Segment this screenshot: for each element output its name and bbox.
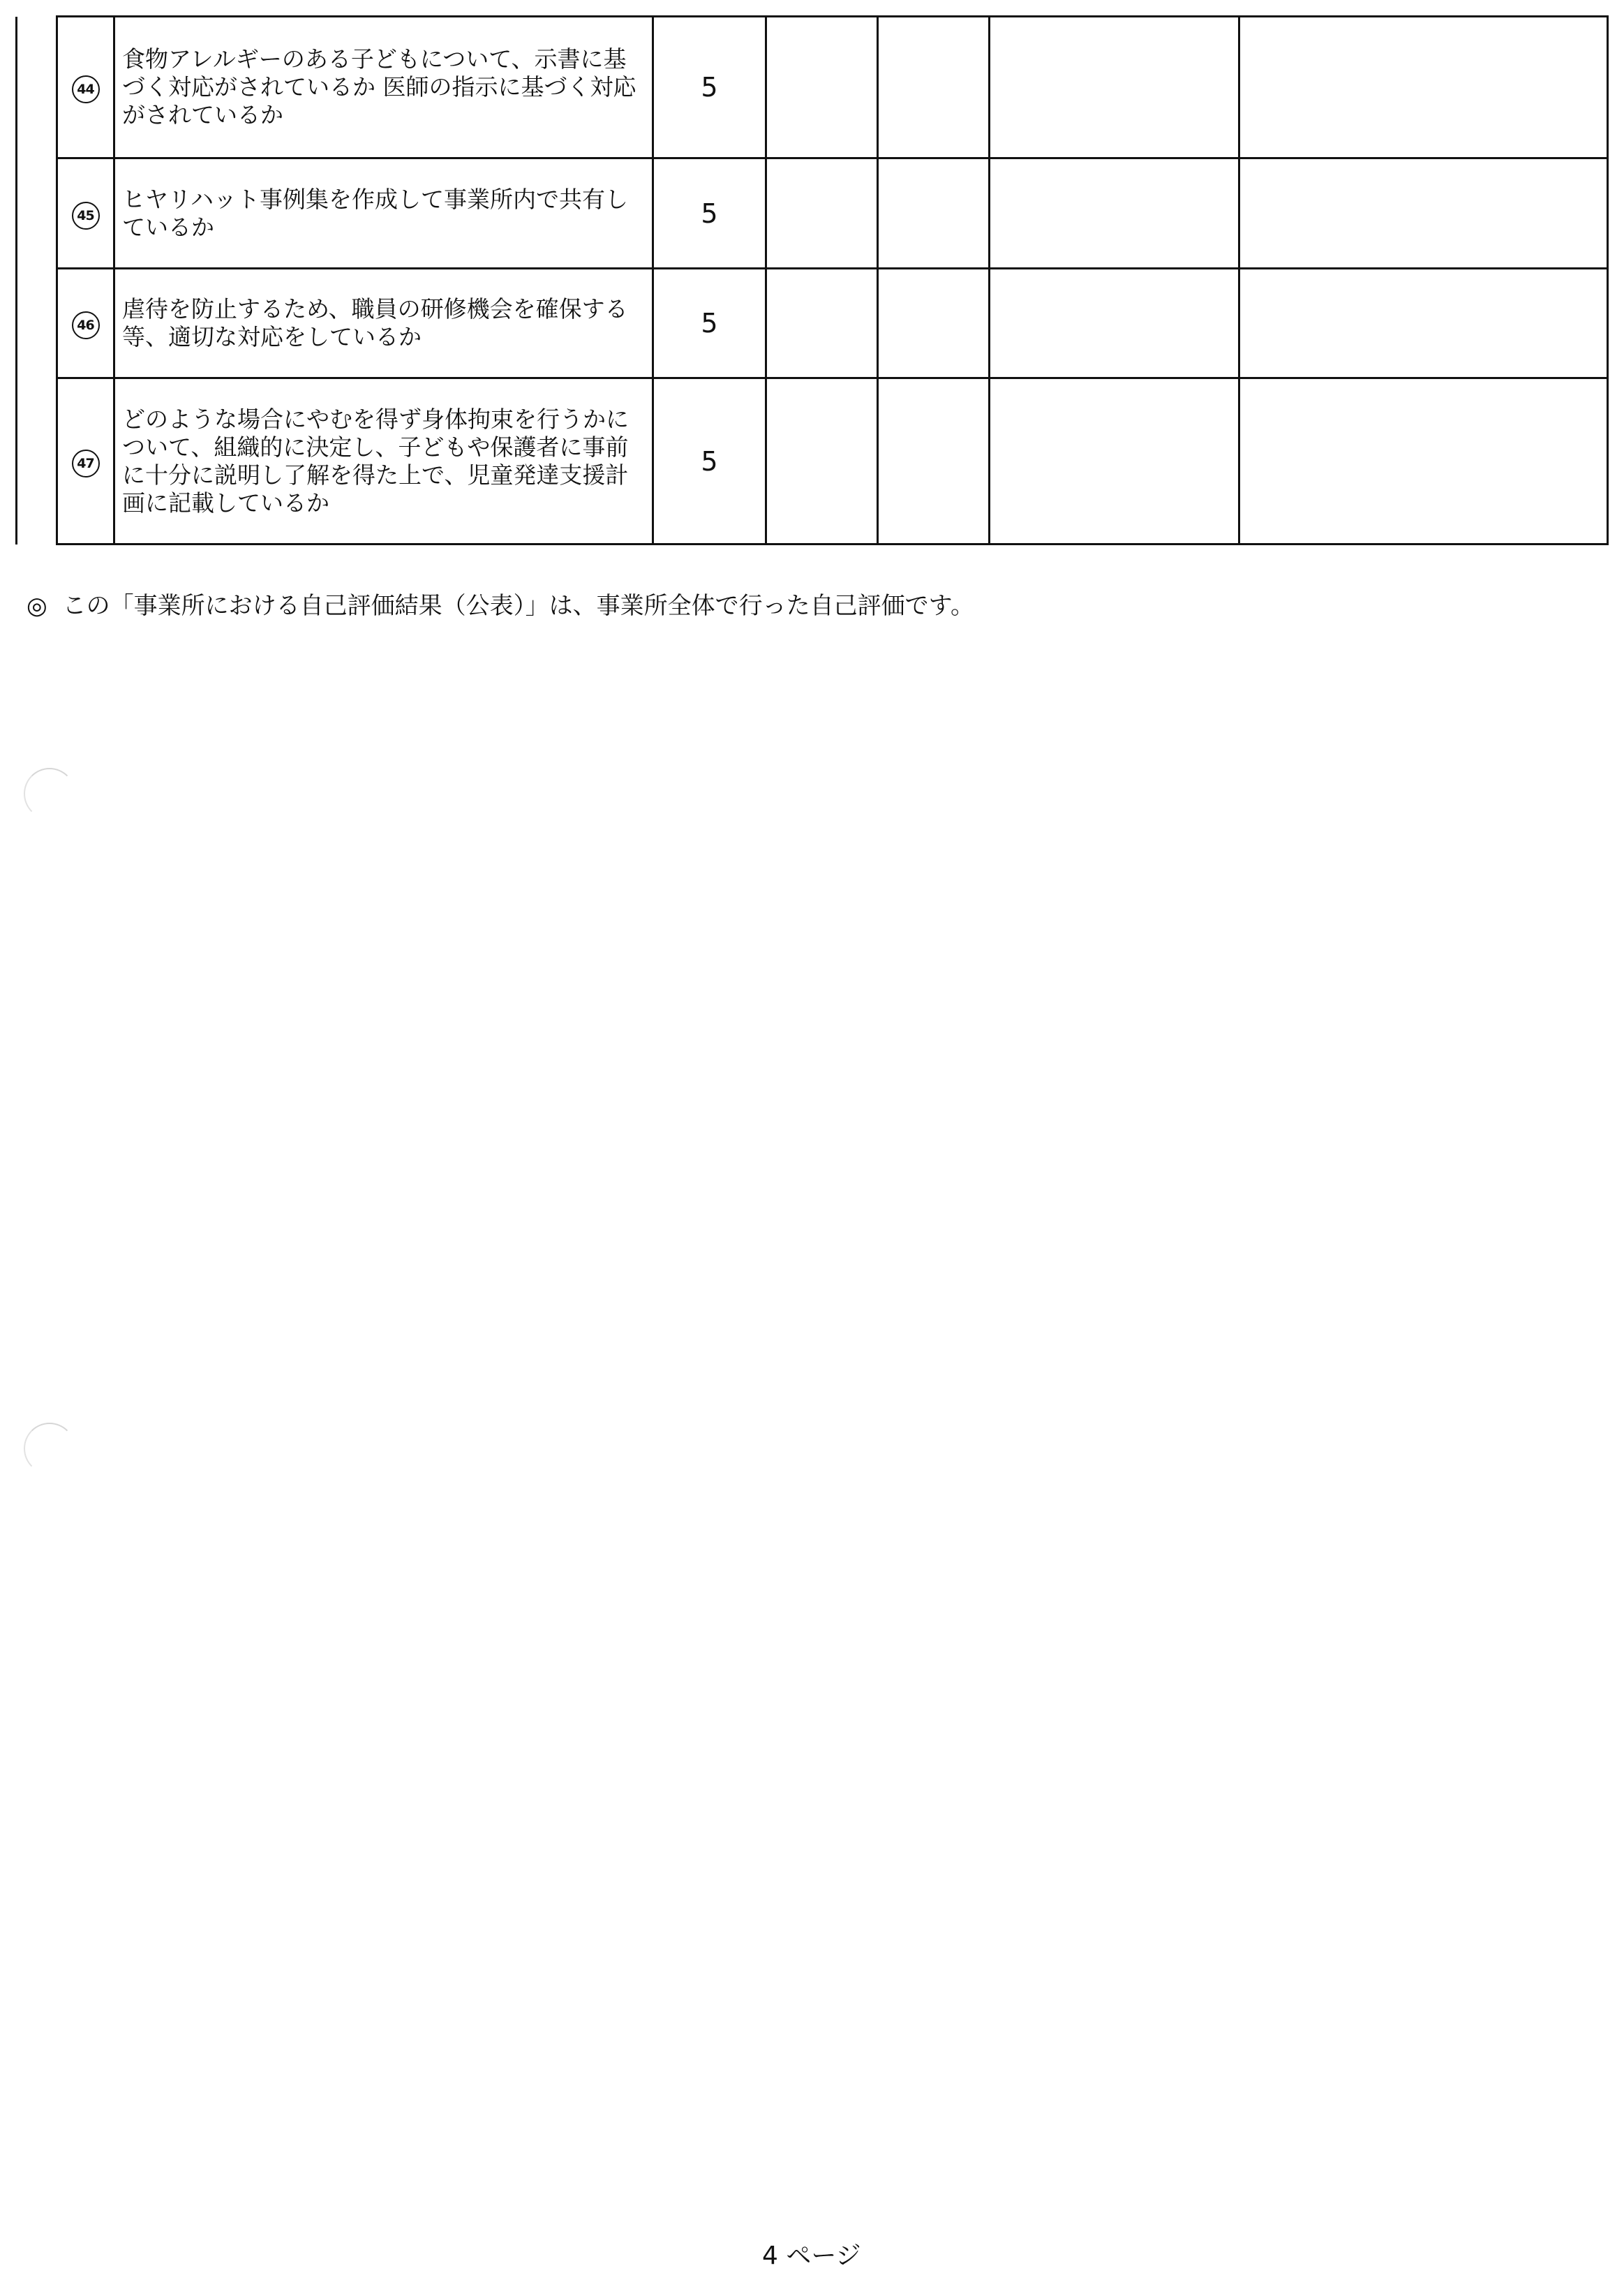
punch-hole-mark: [24, 768, 75, 820]
empty-cell: [990, 158, 1239, 269]
item-number-cell: [57, 158, 114, 269]
empty-cell: [878, 378, 990, 544]
item-number-cell: [57, 378, 114, 544]
empty-cell: [990, 17, 1239, 158]
table-row: [17, 269, 1608, 378]
punch-hole-mark: [24, 1423, 75, 1474]
score-value: 5: [653, 378, 766, 544]
empty-cell: [1239, 17, 1608, 158]
empty-cell: [990, 378, 1239, 544]
item-number-cell: [57, 269, 114, 378]
table-row: [17, 158, 1608, 269]
page-number: 4 ページ: [762, 2242, 861, 2270]
empty-cell: [1239, 269, 1608, 378]
empty-cell: [766, 378, 878, 544]
footer-note-text: この「事業所における自己評価結果（公表）」は、事業所全体で行った自己評価です。: [62, 592, 974, 620]
score-value: 5: [653, 17, 766, 158]
empty-cell: [1239, 378, 1608, 544]
empty-cell: [990, 269, 1239, 378]
empty-cell: [766, 158, 878, 269]
table-row: [17, 17, 1608, 158]
item-number-cell: [57, 17, 114, 158]
item-text: 食物アレルギーのある子どもについて、示書に基づく対応がされているか 医師の指示に基づく対応がされているか: [114, 17, 653, 158]
table-row: [17, 378, 1608, 544]
empty-cell: [1239, 158, 1608, 269]
empty-cell: [878, 17, 990, 158]
item-text: ヒヤリハット事例集を作成して事業所内で共有しているか: [114, 158, 653, 269]
item-number: 47: [72, 450, 100, 477]
item-number: 46: [72, 311, 100, 339]
item-text: 虐待を防止するため、職員の研修機会を確保する等、適切な対応をしているか: [114, 269, 653, 378]
score-value: 5: [653, 269, 766, 378]
empty-cell: [766, 269, 878, 378]
score-value: 5: [653, 158, 766, 269]
double-circle-mark: ◎: [27, 592, 47, 620]
empty-cell: [878, 158, 990, 269]
footer-note: [27, 589, 974, 623]
evaluation-table: [15, 15, 1609, 545]
item-number: 44: [72, 75, 100, 103]
item-number: 45: [72, 202, 100, 230]
section-category-cell: [17, 17, 57, 544]
empty-cell: [766, 17, 878, 158]
empty-cell: [878, 269, 990, 378]
item-text: どのような場合にやむを得ず身体拘束を行うかについて、組織的に決定し、子どもや保護者に事前に十分に説明し了解を得た上で、児童発達支援計画に記載しているか: [114, 378, 653, 544]
